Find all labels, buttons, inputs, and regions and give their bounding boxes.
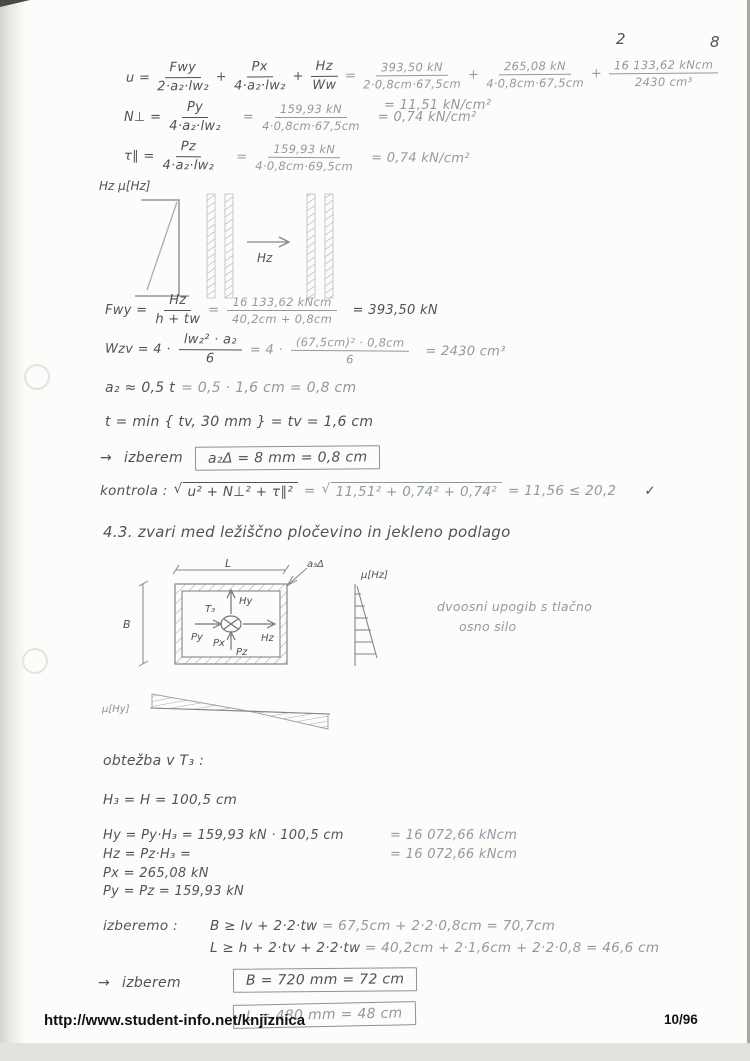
condition-b	[210, 918, 555, 934]
formula-py: Py = Pz = 159,93 kN	[103, 884, 245, 899]
fraction	[363, 60, 461, 93]
frac-num: 159,93 kN	[268, 142, 340, 159]
formula-line: Hy = Py·H₃ = 159,93 kN · 100,5 cm	[103, 828, 344, 843]
radical-icon: √	[173, 481, 183, 497]
formula-value: = 0,5 · 1,6 cm = 0,8 cm	[181, 380, 357, 396]
hz-arrow	[247, 237, 289, 247]
sqrt-expression	[174, 482, 298, 500]
frac-num: 16 133,62 kNcm	[227, 295, 336, 311]
node-label-t3: T₃	[205, 604, 216, 615]
frac-den: 2430 cm³	[634, 74, 693, 90]
formula-n-perp	[124, 100, 477, 136]
formula-u-result: = 11,51 kN/cm²	[384, 98, 492, 113]
frac-num: (67,5cm)² · 0,8cm	[291, 335, 410, 352]
corner-number-1: 2	[616, 30, 626, 48]
formula-result: = 393,50 kN	[352, 303, 438, 319]
frac-num: Px	[247, 59, 273, 77]
force-label-pz: Pz	[236, 647, 248, 658]
formula-result: = 0,74 kN/cm²	[377, 110, 477, 126]
frac-den: 4·0,8cm·69,5cm	[255, 158, 354, 174]
frac-den: 2·a₂·lw₂	[157, 79, 209, 95]
formula-line: t = min { tv, 30 mm } = tv = 1,6 cm	[105, 414, 374, 430]
frac-den: 6	[346, 352, 354, 367]
note-line-2: osno silo	[459, 619, 517, 634]
dim-label-B: B	[123, 618, 131, 631]
frac-den: 4·a₂·lw₂	[233, 78, 286, 94]
my-distribution-diagram	[100, 690, 350, 738]
fraction	[255, 142, 353, 174]
force-label-hy: Hy	[239, 596, 253, 607]
izberem-final-row	[98, 975, 181, 991]
chosen-b-box: B = 720 mm = 72 cm	[233, 967, 418, 993]
chosen-value-box: a₂Δ = 8 mm = 0,8 cm	[195, 445, 381, 471]
weld-strips-right	[307, 194, 333, 298]
equals-sign: = 4 ·	[249, 342, 283, 359]
frac-num: 265,08 kN	[499, 59, 571, 76]
frac-num: lw₂² · a₂	[179, 332, 242, 351]
frac-den: 6	[205, 351, 215, 367]
fraction	[262, 102, 360, 134]
frac-num: Hz	[164, 293, 191, 311]
force-label-py: Py	[191, 632, 203, 643]
moment-diagram-label: μ[Hz]	[361, 570, 388, 581]
frac-num: 159,93 kN	[275, 102, 347, 118]
plus-sign: +	[590, 66, 603, 82]
formula-hy	[103, 828, 344, 843]
frac-num: Hz	[311, 59, 338, 77]
note-line-1: dvoosni upogib s tlačno	[437, 599, 593, 614]
base-plate-diagram	[55, 556, 455, 696]
distribution-shape	[150, 694, 330, 729]
scan-left-shadow	[0, 0, 26, 1061]
formula-fwy	[105, 293, 438, 329]
diagram-note	[437, 597, 592, 637]
formula-hz: Hz = Pz·H₃ =	[103, 847, 192, 862]
hole-punch-top	[24, 364, 50, 390]
equals-sign: =	[304, 483, 316, 499]
fraction	[179, 332, 242, 368]
scan-bottom-band	[0, 1043, 750, 1061]
fraction	[311, 59, 339, 95]
formula-lhs: a₂ ≈ 0,5 t	[105, 380, 176, 396]
fraction	[162, 139, 214, 175]
formula-lhs: Wzv = 4 ·	[104, 341, 171, 358]
condition-lhs: L ≥ h + 2·tv + 2·2·tw	[210, 940, 361, 956]
weld-note-arrow	[287, 568, 307, 586]
diagram3-label: μ[Hy]	[102, 704, 130, 715]
frac-num: Pz	[176, 139, 201, 157]
section-heading: 4.3. zvari med ležiščno pločevino in jekleno podlago	[103, 523, 511, 541]
page-number: 10/96	[664, 1012, 698, 1027]
fraction	[291, 335, 410, 368]
frac-den: h + tw	[155, 312, 201, 328]
force-label-hz: Hz	[261, 633, 274, 644]
frac-den: 4·a₂·lw₂	[169, 119, 221, 135]
frac-num: Fwy	[164, 60, 201, 79]
condition-value: = 67,5cm + 2·2·0,8cm = 70,7cm	[321, 918, 556, 934]
formula-h3	[103, 792, 237, 808]
force-label-px: Px	[213, 638, 225, 649]
sqrt-content: u² + N⊥² + τ∥²	[183, 482, 299, 500]
formula-line: H₃ = H = 100,5 cm	[103, 792, 238, 808]
dim-label-L: L	[225, 557, 232, 570]
fraction	[157, 60, 209, 96]
sqrt-content: 11,51² + 0,74² + 0,74²	[331, 482, 502, 500]
kontrola-label: kontrola :	[100, 483, 168, 499]
formula-tau	[124, 139, 470, 177]
formula-result: = 0,74 kN/cm²	[371, 150, 470, 167]
plus-sign: +	[292, 69, 304, 85]
source-url: http://www.student-info.net/knjiznica	[44, 1012, 306, 1029]
check-icon: ✓	[644, 483, 656, 499]
frac-num: 393,50 kN	[376, 60, 448, 77]
formula-wzv	[105, 332, 506, 370]
izberemo-label: izberemo :	[103, 918, 178, 934]
fraction	[169, 100, 221, 136]
frac-den: 4·0,8cm·67,5cm	[262, 119, 360, 134]
diagram1-label: Hz μ[Hz]	[99, 179, 151, 193]
formula-u	[126, 55, 721, 96]
hole-punch-bottom	[22, 648, 48, 674]
izberem-label: izberem	[124, 450, 183, 466]
kontrola-row	[100, 482, 656, 500]
formula-px: Px = 265,08 kN	[103, 866, 209, 881]
hz-arrow-label: Hz	[257, 251, 273, 265]
equals-sign: =	[236, 149, 248, 165]
radical-icon: √	[321, 481, 331, 497]
formula-lhs: N⊥ =	[124, 110, 162, 126]
izberem-label: izberem	[122, 975, 181, 991]
frac-den: 4·0,8cm·67,5cm	[486, 75, 585, 91]
moment-diagram-shape	[355, 584, 377, 666]
scan-corner-artifact	[0, 0, 30, 7]
weld-size-label: a₃Δ	[307, 559, 324, 570]
formula-t	[105, 414, 373, 430]
load-case-label: obtežba v T₃ :	[103, 753, 205, 769]
fraction	[227, 295, 336, 327]
formula-a2	[105, 380, 356, 396]
chosen-l-box: L = 480 mm = 48 cm	[233, 1001, 416, 1029]
equals-sign: =	[344, 68, 357, 84]
condition-lhs: B ≥ lv + 2·2·tw	[210, 918, 318, 934]
formula-result: = 2430 cm³	[425, 344, 506, 360]
weld-moment-diagram	[95, 176, 395, 311]
frac-num: 16 133,62 kNcm	[609, 57, 718, 74]
frac-num: Py	[182, 100, 208, 118]
frac-den: 40,2cm + 0,8cm	[232, 312, 333, 327]
fraction	[155, 293, 200, 329]
izberem-a2-row	[100, 446, 380, 470]
frac-den: 4·a₂·lw₂	[162, 158, 215, 174]
formula-lhs: Fwy =	[105, 303, 148, 319]
sqrt-expression	[322, 482, 502, 500]
arrow-right-icon: →	[100, 450, 113, 466]
weld-strips-left	[207, 194, 233, 298]
corner-number-2: 8	[710, 33, 720, 51]
condition-l	[210, 940, 659, 956]
formula-hy-result: = 16 072,66 kNcm	[390, 828, 518, 843]
plus-sign: +	[467, 67, 480, 83]
kontrola-result: = 11,56 ≤ 20,2	[507, 483, 617, 499]
moment-shape	[135, 200, 189, 296]
condition-value: = 40,2cm + 2·1,6cm + 2·2·0,8 = 46,6 cm	[364, 940, 660, 956]
formula-lhs: τ∥ =	[123, 149, 155, 165]
formula-lhs: u =	[125, 70, 151, 86]
equals-sign: =	[208, 303, 220, 319]
fraction	[234, 59, 286, 95]
frac-den: 2·0,8cm·67,5cm	[363, 76, 462, 92]
plus-sign: +	[215, 69, 228, 86]
fraction	[486, 58, 584, 91]
equals-sign: =	[242, 110, 255, 126]
dim-line-B	[139, 581, 148, 666]
arrow-right-icon: →	[98, 975, 111, 991]
frac-den: Ww	[312, 78, 337, 94]
fraction	[609, 57, 718, 90]
formula-hz-result: = 16 072,66 kNcm	[390, 847, 518, 862]
